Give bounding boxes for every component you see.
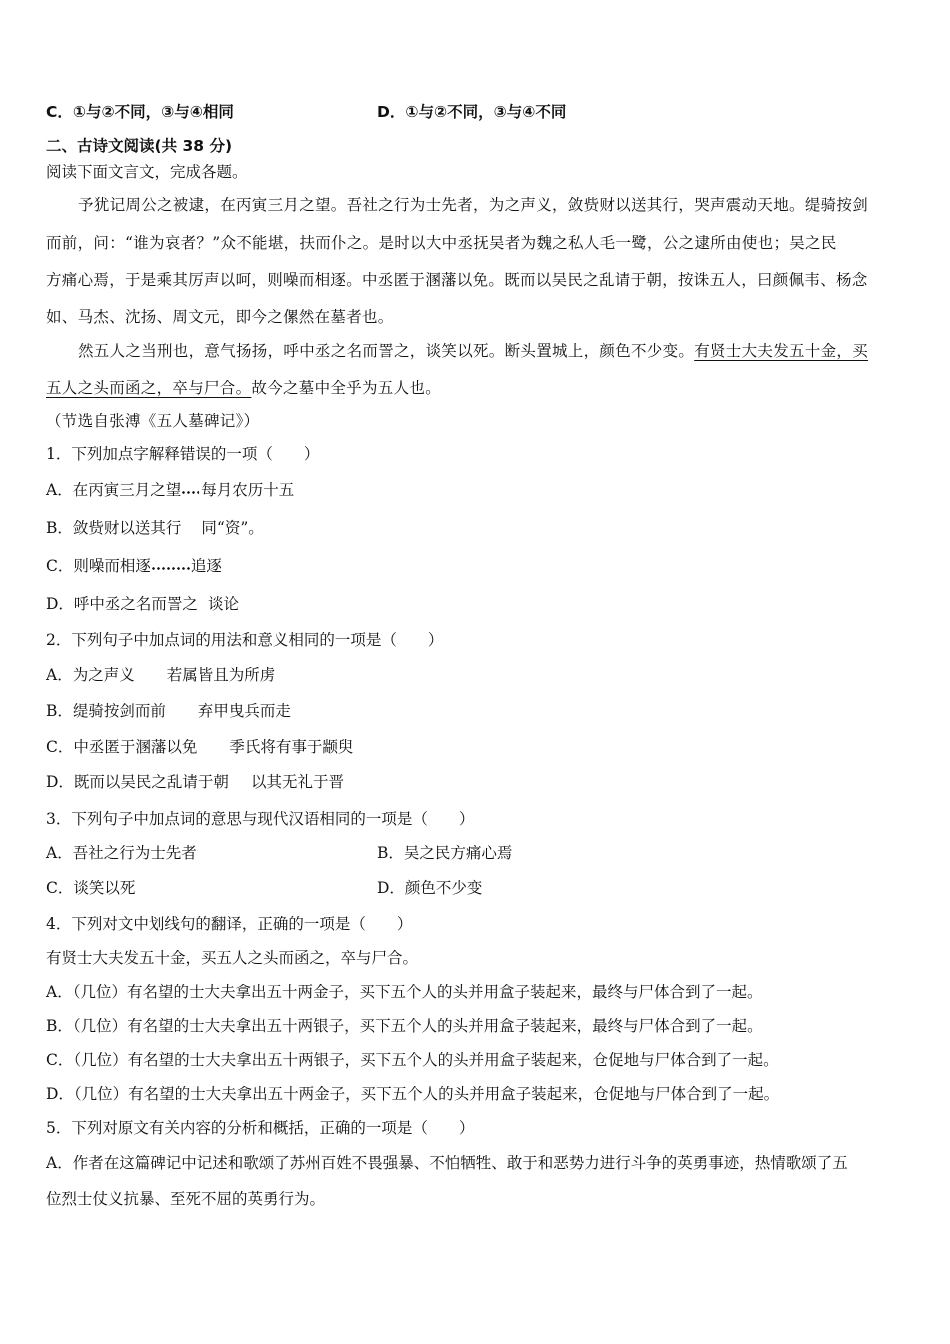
emphasis-dots <box>181 485 199 495</box>
passage-p2-end: 故今之墓中全乎为五人也。 <box>251 379 442 397</box>
q5-option-a-line1: A．作者在这篇碑记中记述和歌颂了苏州百姓不畏强暴、不怕牺牲、敢于和恶势力进行斗争的英勇事迹，热情歌颂了五 <box>46 1154 848 1172</box>
q2-stem: 2．下列句子中加点词的用法和意义相同的一项是（ ） <box>46 631 444 649</box>
q3-option-d: D．颜色不少变 <box>377 879 483 897</box>
q2-b-right: 弃甲曳兵而走 <box>197 702 291 720</box>
q2-option-b <box>46 701 291 721</box>
section-instruction: 阅读下面文言文，完成各题。 <box>46 163 248 181</box>
q3-option-b: B．吴之民方痛心焉 <box>377 844 513 862</box>
passage-p1-line4: 如、马杰、沈扬、周文元，即今之傫然在墓者也。 <box>46 308 394 326</box>
option-d-top: D．①与②不同，③与④不同 <box>377 103 567 121</box>
passage-p2-text: 然五人之当刑也，意气扬扬，呼中丞之名而詈之，谈笑以死。断头置城上，颜色不少变。 <box>78 342 695 360</box>
section-heading: 二、古诗文阅读(共 38 分) <box>46 137 233 155</box>
q2-c-right: 季氏将有事于颛臾 <box>229 738 354 756</box>
q4-option-d: D．（几位）有名望的士大夫拿出五十两金子，买下五个人的头并用盒子装起来，仓促地与尸体合到了一起。 <box>46 1085 780 1103</box>
underlined-sentence-part1: 有贤士大夫发五十金，买 <box>694 342 869 360</box>
q1-stem: 1．下列加点字解释错误的一项（ ） <box>46 445 320 463</box>
q1-c-text: C．则噪而相逐 <box>46 557 151 575</box>
q3-option-a: A．吾社之行为士先者 <box>46 844 197 862</box>
q1-option-a <box>46 480 294 500</box>
q1-c-meaning: 追逐 <box>190 557 222 575</box>
q5-stem: 5．下列对原文有关内容的分析和概括，正确的一项是（ ） <box>46 1119 475 1137</box>
q2-c-left: C．中丞匿于溷藩以免 <box>46 738 198 756</box>
passage-p1-line3: 方痛心焉，于是乘其厉声以呵，则噪而相逐。中丞匿于溷藩以免。既而以吴民之乱请于朝，按诛五人，曰颜佩韦、杨念 <box>46 271 868 289</box>
q2-b-left: B．缇骑按剑而前 <box>46 702 166 720</box>
q5-option-a-line2: 位烈士仗义抗暴、至死不屈的英勇行为。 <box>46 1190 326 1208</box>
q1-a-text: A．在丙寅三月之望 <box>46 481 182 499</box>
passage-p1-line1: 予犹记周公之被逮，在丙寅三月之望。吾社之行为士先者，为之声义，敛赀财以送其行，哭声震动天地。缇骑按剑 <box>78 196 869 214</box>
q2-d-left: D．既而以吴民之乱请于朝 <box>46 773 229 791</box>
passage-p2-line1 <box>78 341 868 361</box>
q4-quote: 有贤士大夫发五十金，买五人之头而函之，卒与尸合。 <box>46 949 419 967</box>
q1-b-text: B．敛赀财以送其行 <box>46 519 182 537</box>
q1-d-meaning: 谈论 <box>207 595 239 613</box>
option-c-top: C．①与②不同，③与④相同 <box>46 103 234 121</box>
q1-option-b <box>46 518 264 538</box>
q4-option-c: C．（几位）有名望的士大夫拿出五十两银子，买下五个人的头并用盒子装起来，仓促地与尸体合到了一起。 <box>46 1051 779 1069</box>
q1-a-meaning: 每月农历十五 <box>201 481 295 499</box>
q4-option-b: B．（几位）有名望的士大夫拿出五十两银子，买下五个人的头并用盒子装起来，最终与尸体合到了一起。 <box>46 1017 763 1035</box>
q1-d-text: D．呼中丞之名而詈之 <box>46 595 198 613</box>
q2-d-right: 以其无礼于晋 <box>250 773 344 791</box>
q1-b-meaning: 同“资”。 <box>201 519 264 537</box>
passage-p1-line2: 而前，问：“谁为哀者？”众不能堪，扶而仆之。是时以大中丞抚吴者为魏之私人毛一鹭，公之逮所由使也；吴之民 <box>46 234 837 252</box>
emphasis-dots <box>151 561 191 571</box>
q2-option-c <box>46 737 353 757</box>
q2-a-right: 若属皆且为所虏 <box>166 666 276 684</box>
underlined-sentence-part2: 五人之头而函之，卒与尸合。 <box>46 379 252 397</box>
q3-option-c: C．谈笑以死 <box>46 879 136 897</box>
q2-a-left: A．为之声义 <box>46 666 135 684</box>
q2-option-a <box>46 665 275 685</box>
q4-stem: 4．下列对文中划线句的翻译，正确的一项是（ ） <box>46 915 413 933</box>
q3-stem: 3．下列句子中加点词的意思与现代汉语相同的一项是（ ） <box>46 810 475 828</box>
q1-option-c <box>46 556 222 576</box>
passage-p2-line2 <box>46 378 441 398</box>
q2-option-d <box>46 772 344 792</box>
passage-source: （节选自张溥《五人墓碑记》） <box>46 412 260 430</box>
q4-option-a: A．（几位）有名望的士大夫拿出五十两金子，买下五个人的头并用盒子装起来，最终与尸体合到了一起。 <box>46 983 763 1001</box>
q1-option-d <box>46 594 239 614</box>
